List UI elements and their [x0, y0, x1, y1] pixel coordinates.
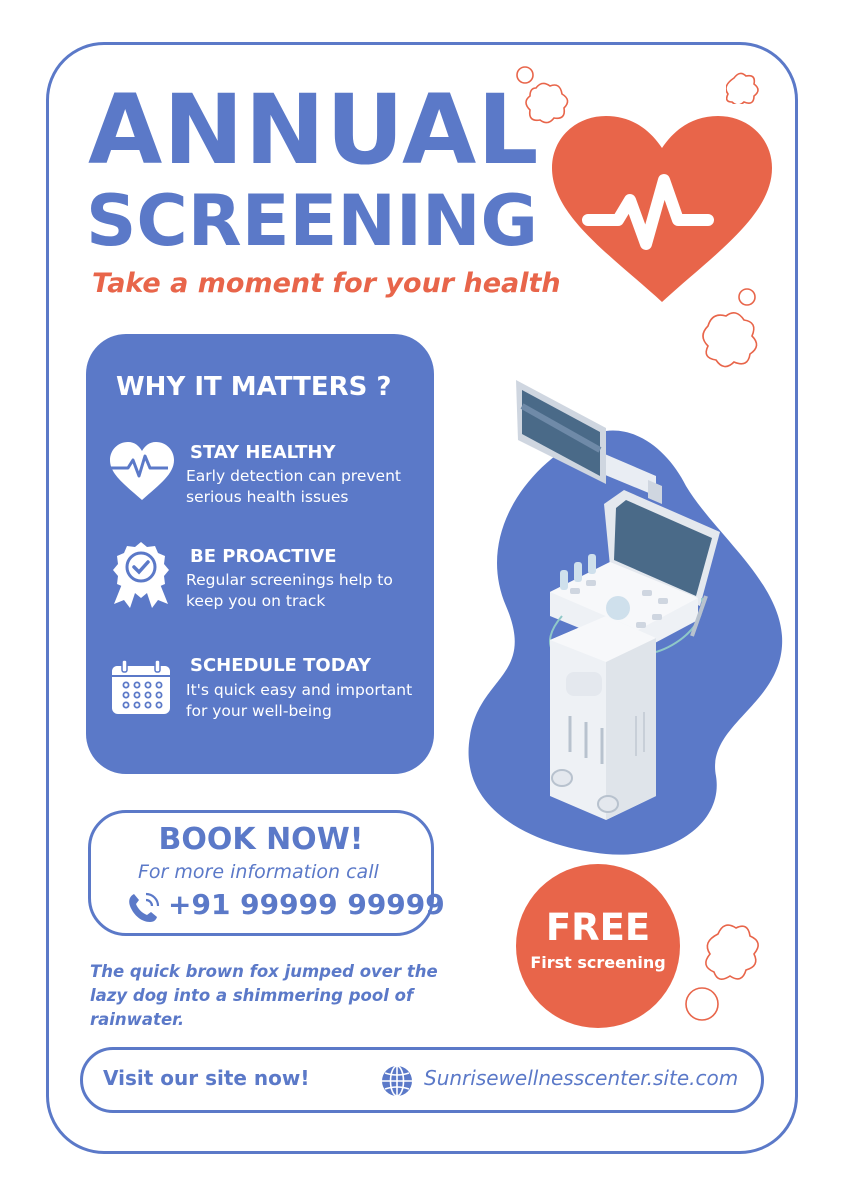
globe-icon — [380, 1064, 414, 1098]
free-badge-subtitle: First screening — [530, 953, 666, 972]
item-text-schedule-today: It's quick easy and important for your well-being — [186, 681, 413, 720]
calendar-icon — [110, 658, 172, 716]
free-badge-title: FREE — [545, 906, 651, 949]
why-title: WHY IT MATTERS ? — [116, 372, 392, 402]
book-now-title[interactable]: BOOK NOW! — [158, 822, 364, 857]
subtitle: Take a moment for your health — [92, 268, 561, 299]
ultrasound-machine-illustration — [466, 376, 788, 858]
item-title-be-proactive: BE PROACTIVE — [190, 546, 337, 567]
phone-icon — [126, 890, 162, 924]
item-title-schedule-today: SCHEDULE TODAY — [190, 655, 371, 676]
heart-pulse-icon — [552, 116, 772, 306]
blurb-text: The quick brown fox jumped over the lazy dog into a shimmering pool of rainwater. — [90, 962, 438, 1029]
book-info-text: For more information call — [138, 861, 379, 883]
item-text-be-proactive: Regular screenings help to keep you on track — [186, 571, 393, 610]
website-url-link[interactable]: Sunrisewellnesscenter.site.com — [424, 1066, 739, 1090]
item-title-stay-healthy: STAY HEALTHY — [190, 442, 336, 463]
title-screening: SCREENING — [86, 180, 538, 262]
title-annual: ANNUAL — [88, 74, 540, 186]
heart-pulse-icon — [106, 440, 176, 502]
decor-blob-top-right — [726, 70, 762, 104]
phone-number[interactable]: +91 99999 99999 — [168, 888, 445, 921]
visit-label: Visit our site now! — [103, 1066, 310, 1090]
badge-check-icon — [108, 540, 174, 610]
decor-blob-bottom-right — [680, 916, 770, 1028]
item-text-stay-healthy: Early detection can prevent serious health issues — [186, 467, 401, 506]
